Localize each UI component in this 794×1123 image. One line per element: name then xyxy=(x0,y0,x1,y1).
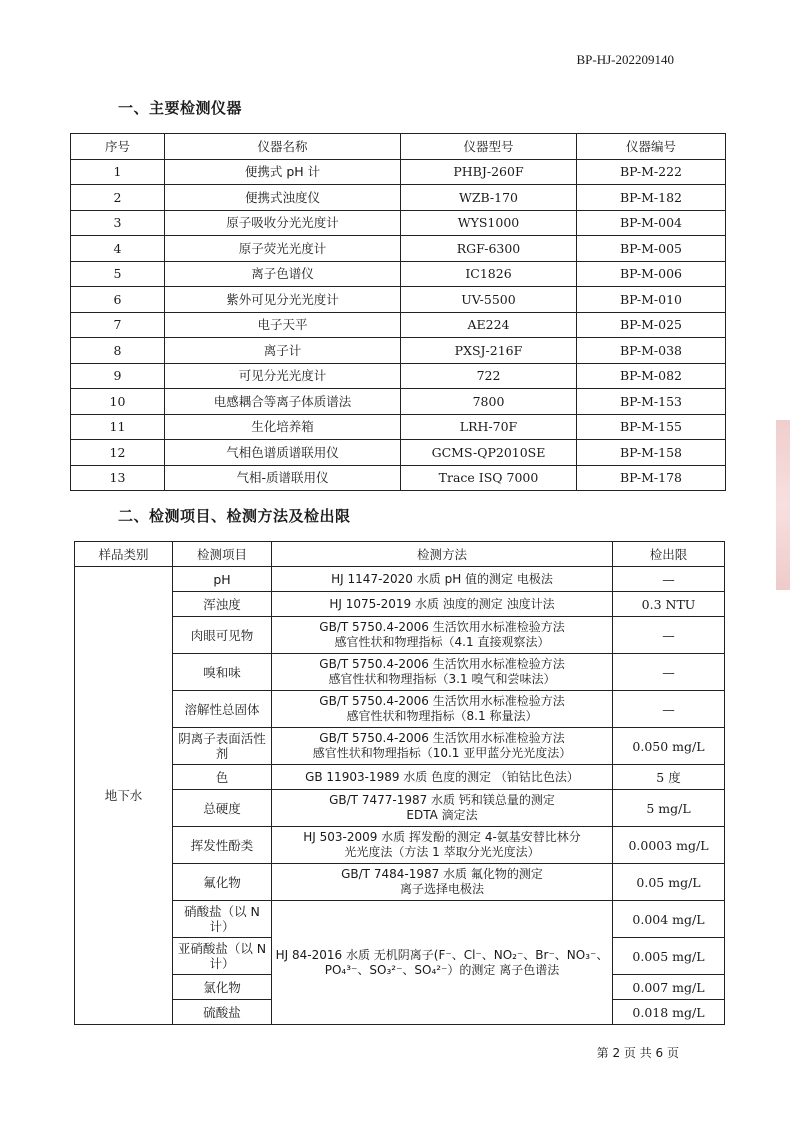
table-row xyxy=(71,363,726,389)
detection-limit: 0.0003 mg/L xyxy=(613,827,725,864)
detection-limit: 0.004 mg/L xyxy=(613,901,725,938)
instrument-model: LRH-70F xyxy=(401,414,577,440)
table-row xyxy=(75,827,725,864)
test-method xyxy=(272,567,613,592)
detection-limit: — xyxy=(613,617,725,654)
table-row xyxy=(75,728,725,765)
test-item: 肉眼可见物 xyxy=(173,617,272,654)
instrument-model: Trace ISQ 7000 xyxy=(401,465,577,491)
test-item: 氟化物 xyxy=(173,864,272,901)
table-row xyxy=(71,465,726,491)
method-line: GB/T 5750.4-2006 生活饮用水标准检验方法 xyxy=(319,620,565,634)
test-method xyxy=(272,790,613,827)
section-title-methods: 二、检测项目、检测方法及检出限 xyxy=(118,507,351,525)
row-number: 6 xyxy=(71,287,165,313)
instrument-model: 722 xyxy=(401,363,577,389)
row-number: 5 xyxy=(71,261,165,287)
row-number: 13 xyxy=(71,465,165,491)
document-id: BP-HJ-202209140 xyxy=(576,52,674,67)
instrument-model: IC1826 xyxy=(401,261,577,287)
row-number: 2 xyxy=(71,185,165,211)
instrument-name: 电感耦合等离子体质谱法 xyxy=(165,389,401,415)
section-title-instruments: 一、主要检测仪器 xyxy=(118,99,243,117)
row-number: 4 xyxy=(71,236,165,262)
instrument-name: 便携式浊度仪 xyxy=(165,185,401,211)
instrument-id: BP-M-005 xyxy=(577,236,726,262)
column-header: 检测方法 xyxy=(272,542,613,567)
row-number: 11 xyxy=(71,414,165,440)
instrument-table xyxy=(70,133,726,491)
instrument-id: BP-M-155 xyxy=(577,414,726,440)
table-row xyxy=(75,592,725,617)
detection-limit: 5 度 xyxy=(613,765,725,790)
table-row xyxy=(71,389,726,415)
instrument-id: BP-M-178 xyxy=(577,465,726,491)
seal-stamp-fragment xyxy=(776,420,790,590)
column-header: 序号 xyxy=(71,134,165,160)
instrument-model: 7800 xyxy=(401,389,577,415)
instrument-name: 气相色谱质谱联用仪 xyxy=(165,440,401,466)
method-line: GB/T 5750.4-2006 生活饮用水标准检验方法 xyxy=(319,694,565,708)
instrument-model: PHBJ-260F xyxy=(401,159,577,185)
table-row xyxy=(71,414,726,440)
instrument-id: BP-M-025 xyxy=(577,312,726,338)
test-item: 氯化物 xyxy=(173,975,272,1000)
row-number: 3 xyxy=(71,210,165,236)
method-line: 感官性状和物理指标（4.1 直接观察法） xyxy=(334,635,550,649)
method-line: HJ 1075-2019 水质 浊度的测定 浊度计法 xyxy=(329,596,555,611)
table-header-row xyxy=(75,542,725,567)
instrument-name: 便携式 pH 计 xyxy=(165,159,401,185)
instrument-id: BP-M-158 xyxy=(577,440,726,466)
test-item: 挥发性酚类 xyxy=(173,827,272,864)
test-method xyxy=(272,592,613,617)
table-row xyxy=(71,236,726,262)
column-header: 样品类别 xyxy=(75,542,173,567)
instrument-model: PXSJ-216F xyxy=(401,338,577,364)
method-line: 光光度法（方法 1 萃取分光光度法） xyxy=(344,845,540,859)
table-row xyxy=(75,567,725,592)
table-row xyxy=(71,338,726,364)
table-row xyxy=(71,185,726,211)
method-line: EDTA 滴定法 xyxy=(406,808,478,822)
row-number: 9 xyxy=(71,363,165,389)
instrument-name: 紫外可见分光光度计 xyxy=(165,287,401,313)
table-row xyxy=(75,691,725,728)
instrument-model: RGF-6300 xyxy=(401,236,577,262)
detection-limit: 0.005 mg/L xyxy=(613,938,725,975)
test-item: 阴离子表面活性剂 xyxy=(173,728,272,765)
table-row xyxy=(75,765,725,790)
table-row xyxy=(75,654,725,691)
instrument-name: 电子天平 xyxy=(165,312,401,338)
detection-limit: — xyxy=(613,691,725,728)
instrument-name: 原子荧光光度计 xyxy=(165,236,401,262)
method-line: GB/T 5750.4-2006 生活饮用水标准检验方法 xyxy=(319,731,565,745)
column-header: 仪器型号 xyxy=(401,134,577,160)
table-row xyxy=(71,159,726,185)
test-item: 硝酸盐（以 N 计） xyxy=(173,901,272,938)
method-line: GB/T 7477-1987 水质 钙和镁总量的测定 xyxy=(329,793,555,807)
method-line: HJ 503-2009 水质 挥发酚的测定 4-氨基安替比林分 xyxy=(303,830,581,844)
test-method xyxy=(272,654,613,691)
table-row xyxy=(71,210,726,236)
table-row xyxy=(71,440,726,466)
test-method xyxy=(272,728,613,765)
detection-limit: 5 mg/L xyxy=(613,790,725,827)
instrument-model: GCMS-QP2010SE xyxy=(401,440,577,466)
instrument-id: BP-M-006 xyxy=(577,261,726,287)
instrument-id: BP-M-222 xyxy=(577,159,726,185)
detection-limit: 0.050 mg/L xyxy=(613,728,725,765)
test-item: 总硬度 xyxy=(173,790,272,827)
table-row xyxy=(71,312,726,338)
test-item: 浑浊度 xyxy=(173,592,272,617)
method-line: 离子选择电极法 xyxy=(399,882,484,896)
instrument-id: BP-M-038 xyxy=(577,338,726,364)
table-row xyxy=(75,901,725,938)
detection-limit: — xyxy=(613,567,725,592)
detection-limit: 0.3 NTU xyxy=(613,592,725,617)
instrument-name: 原子吸收分光光度计 xyxy=(165,210,401,236)
table-row xyxy=(71,287,726,313)
method-line: PO₄³⁻、SO₃²⁻、SO₄²⁻）的测定 离子色谱法 xyxy=(324,962,560,977)
instrument-id: BP-M-182 xyxy=(577,185,726,211)
test-method xyxy=(272,827,613,864)
method-line: 感官性状和物理指标（3.1 嗅气和尝味法） xyxy=(328,672,556,686)
instrument-model: UV-5500 xyxy=(401,287,577,313)
instrument-name: 离子色谱仪 xyxy=(165,261,401,287)
row-number: 12 xyxy=(71,440,165,466)
table-header-row xyxy=(71,134,726,160)
instrument-name: 气相-质谱联用仪 xyxy=(165,465,401,491)
row-number: 10 xyxy=(71,389,165,415)
instrument-name: 生化培养箱 xyxy=(165,414,401,440)
instrument-id: BP-M-153 xyxy=(577,389,726,415)
test-method xyxy=(272,617,613,654)
instrument-id: BP-M-004 xyxy=(577,210,726,236)
column-header: 检测项目 xyxy=(173,542,272,567)
instrument-model: WZB-170 xyxy=(401,185,577,211)
test-method xyxy=(272,691,613,728)
row-number: 8 xyxy=(71,338,165,364)
test-method xyxy=(272,901,613,1025)
method-line: HJ 1147-2020 水质 pH 值的测定 电极法 xyxy=(331,571,553,586)
column-header: 仪器名称 xyxy=(165,134,401,160)
row-number: 1 xyxy=(71,159,165,185)
table-row xyxy=(75,790,725,827)
detection-limit: 0.007 mg/L xyxy=(613,975,725,1000)
test-item: 溶解性总固体 xyxy=(173,691,272,728)
instrument-name: 离子计 xyxy=(165,338,401,364)
test-item: pH xyxy=(173,567,272,592)
instrument-model: WYS1000 xyxy=(401,210,577,236)
table-row xyxy=(75,864,725,901)
test-item: 嗅和味 xyxy=(173,654,272,691)
instrument-id: BP-M-082 xyxy=(577,363,726,389)
method-line: GB/T 5750.4-2006 生活饮用水标准检验方法 xyxy=(319,657,565,671)
test-method xyxy=(272,864,613,901)
column-header: 仪器编号 xyxy=(577,134,726,160)
sample-category: 地下水 xyxy=(75,567,173,1025)
method-line: GB/T 7484-1987 水质 氟化物的测定 xyxy=(341,867,543,881)
method-line: GB 11903-1989 水质 色度的测定 （铂钴比色法） xyxy=(305,769,579,784)
row-number: 7 xyxy=(71,312,165,338)
method-line: 感官性状和物理指标（10.1 亚甲蓝分光光度法） xyxy=(312,746,572,760)
page-number: 第 2 页 共 6 页 xyxy=(596,1046,679,1060)
test-item: 硫酸盐 xyxy=(173,1000,272,1025)
test-item: 色 xyxy=(173,765,272,790)
test-item: 亚硝酸盐（以 N 计） xyxy=(173,938,272,975)
detection-limit: — xyxy=(613,654,725,691)
methods-table xyxy=(74,541,725,1025)
table-row xyxy=(71,261,726,287)
instrument-name: 可见分光光度计 xyxy=(165,363,401,389)
detection-limit: 0.05 mg/L xyxy=(613,864,725,901)
detection-limit: 0.018 mg/L xyxy=(613,1000,725,1025)
instrument-id: BP-M-010 xyxy=(577,287,726,313)
column-header: 检出限 xyxy=(613,542,725,567)
instrument-model: AE224 xyxy=(401,312,577,338)
method-line: 感官性状和物理指标（8.1 称量法） xyxy=(346,709,538,723)
test-method xyxy=(272,765,613,790)
table-row xyxy=(75,617,725,654)
method-line: HJ 84-2016 水质 无机阴离子(F⁻、Cl⁻、NO₂⁻、Br⁻、NO₃⁻、 xyxy=(275,947,609,962)
